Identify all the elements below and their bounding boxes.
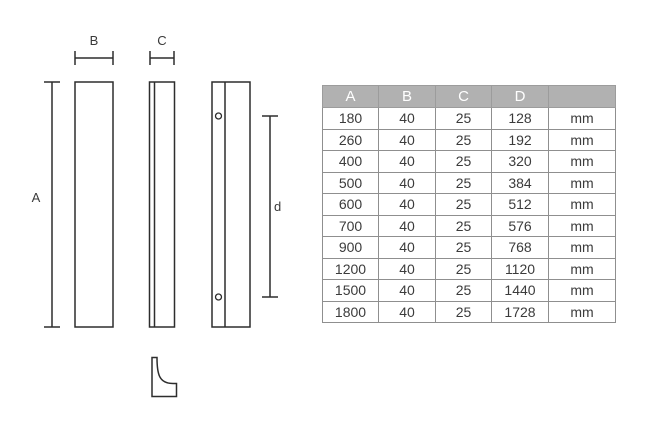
table-cell: 576 [492,215,549,237]
table-cell: 320 [492,151,549,173]
table-cell: 1120 [492,258,549,280]
table-row [323,172,616,194]
table-cell: 25 [436,280,492,302]
column-header-b: B [379,86,436,108]
drill-hole-top [216,113,222,119]
table-cell: 900 [323,237,379,259]
table-cell: 40 [379,258,436,280]
table-cell: 40 [379,280,436,302]
table-cell: 25 [436,108,492,130]
dimension-d-label: d [274,199,282,214]
table-cell-unit: mm [549,258,616,280]
table-cell-unit: mm [549,172,616,194]
table-cell: 40 [379,151,436,173]
table-cell-unit: mm [549,151,616,173]
table-cell: 25 [436,237,492,259]
table-cell: 40 [379,129,436,151]
table-cell: 40 [379,215,436,237]
table-row [323,151,616,173]
column-header-unit [549,86,616,108]
column-header-a: A [323,86,379,108]
table-cell: 1440 [492,280,549,302]
table-cell-unit: mm [549,129,616,151]
table-cell: 25 [436,129,492,151]
dimensions-table [322,85,616,323]
table-cell: 40 [379,237,436,259]
table-row [323,301,616,323]
table-cell-unit: mm [549,301,616,323]
dimension-a [44,82,60,327]
dimension-a-label: A [31,190,41,205]
table-cell: 1500 [323,280,379,302]
table-cell: 25 [436,301,492,323]
table-cell: 700 [323,215,379,237]
table-cell: 40 [379,108,436,130]
table-cell: 260 [323,129,379,151]
dimension-c [150,51,174,65]
table-cell: 500 [323,172,379,194]
drill-hole-bottom [216,294,222,300]
table-cell: 768 [492,237,549,259]
front-view [75,82,113,327]
table-cell-unit: mm [549,280,616,302]
table-cell: 1800 [323,301,379,323]
table-row [323,215,616,237]
dimension-b-label: B [89,33,99,48]
table-row [323,129,616,151]
table-cell-unit: mm [549,108,616,130]
table-cell: 1728 [492,301,549,323]
table-cell: 600 [323,194,379,216]
table-row [323,194,616,216]
table-cell: 40 [379,301,436,323]
table-cell: 384 [492,172,549,194]
mounting-view [212,82,250,327]
table-cell: 40 [379,172,436,194]
table-cell: 400 [323,151,379,173]
column-header-c: C [436,86,492,108]
table-cell-unit: mm [549,215,616,237]
table-cell: 1200 [323,258,379,280]
column-header-d: D [492,86,549,108]
table-cell-unit: mm [549,237,616,259]
side-view [150,82,175,327]
profile-cross-section [152,358,177,397]
table-cell: 25 [436,215,492,237]
table-row [323,258,616,280]
table-row [323,280,616,302]
table-cell: 25 [436,172,492,194]
dimension-c-label: C [157,33,167,48]
table-cell: 40 [379,194,436,216]
table-cell: 25 [436,258,492,280]
table-cell: 192 [492,129,549,151]
table-cell: 128 [492,108,549,130]
dimension-b [75,51,113,65]
table-cell: 180 [323,108,379,130]
table-cell: 25 [436,194,492,216]
table-cell-unit: mm [549,194,616,216]
table-cell: 25 [436,151,492,173]
table-header-row [323,86,616,108]
table-cell: 512 [492,194,549,216]
table-row [323,237,616,259]
table-row [323,108,616,130]
